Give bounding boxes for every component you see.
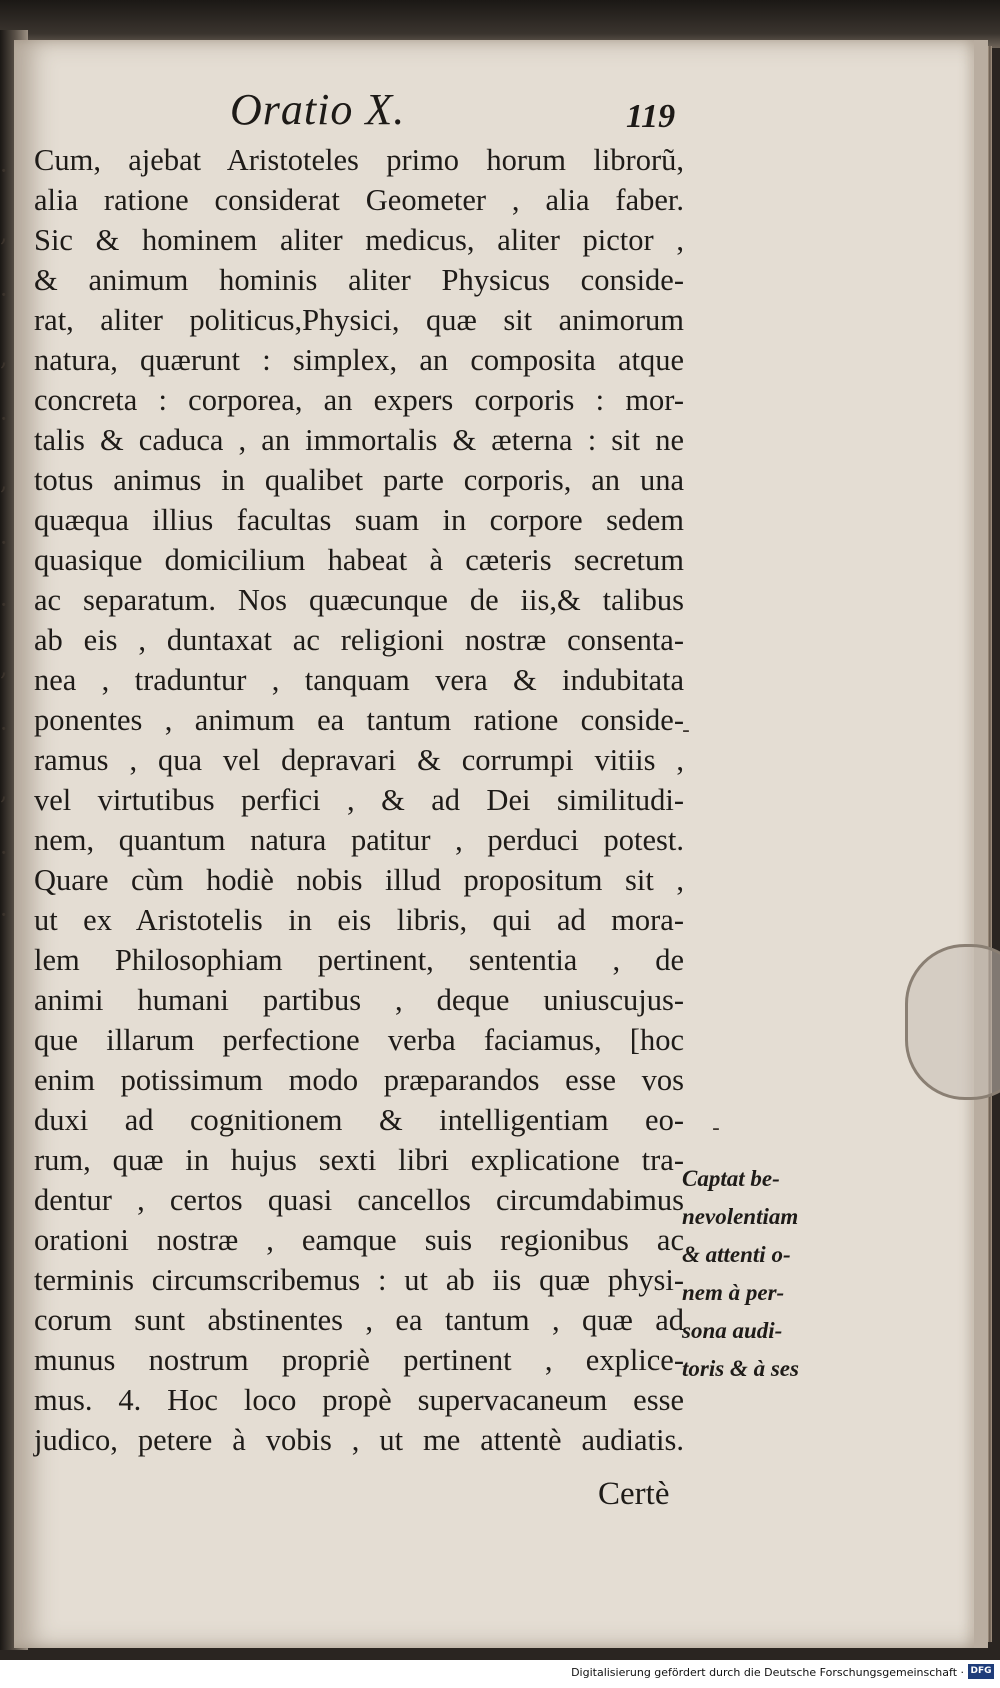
text-line: nem, quantum natura patitur , perduci potest. <box>34 823 684 857</box>
dfg-logo-icon: DFG <box>968 1664 994 1679</box>
text-line: dentur , certos quasi cancellos circumdabimus <box>34 1183 684 1217</box>
text-line: ab eis , duntaxat ac religioni nostræ consenta- <box>34 623 684 657</box>
page-clip <box>905 944 1000 1100</box>
text-line: ac separatum. Nos quæcunque de iis,& talibus <box>34 583 684 617</box>
text-line: quasique domicilium habeat à cæteris secretum <box>34 543 684 577</box>
text-line: concreta : corporea, an expers corporis : mor- <box>34 383 684 417</box>
text-line: judico, petere à vobis , ut me attentè audiatis. <box>34 1423 684 1457</box>
text-line: nea , traduntur , tanquam vera & indubitata <box>34 663 684 697</box>
margin-note-line: Captat be- <box>682 1166 780 1191</box>
catchword: Certè <box>598 1476 670 1512</box>
page-number: 119 <box>626 98 676 135</box>
text-line: orationi nostræ , eamque suis regionibus ac <box>34 1223 684 1257</box>
text-line: rum, quæ in hujus sexti libri explicatione tra- <box>34 1143 684 1177</box>
text-line: & animum hominis aliter Physicus conside- <box>34 263 684 297</box>
margin-note-line: nevolentiam <box>682 1204 799 1229</box>
digitization-footer <box>0 1660 1000 1688</box>
margin-note-line: sona audi- <box>682 1318 783 1343</box>
bleed-through-marks: · , · , · , · · , · , · · <box>0 157 8 929</box>
text-line: Sic & hominem aliter medicus, aliter pictor , <box>34 223 684 257</box>
text-line: ut ex Aristotelis in eis libris, qui ad mora- <box>34 903 684 937</box>
text-line: mus. 4. Hoc loco propè supervacaneum esse <box>34 1383 684 1417</box>
text-line: que illarum perfectione verba faciamus, [hoc <box>34 1023 684 1057</box>
margin-note-line: toris & à ses <box>682 1356 799 1381</box>
text-line: lem Philosophiam pertinent, sententia , de <box>34 943 684 977</box>
text-line: ponentes , animum ea tantum ratione conside- <box>34 703 684 737</box>
text-line: munus nostrum propriè pertinent , explice- <box>34 1343 684 1377</box>
text-line: quæqua illius facultas suam in corpore sedem <box>34 503 684 537</box>
margin-note <box>682 1160 799 1388</box>
body-text <box>34 140 684 1460</box>
text-line: terminis circumscribemus : ut ab iis quæ physi- <box>34 1263 684 1297</box>
text-line: corum sunt abstinentes , ea tantum , quæ ad <box>34 1303 684 1337</box>
text-line: rat, aliter politicus,Physici, quæ sit animorum <box>34 303 684 337</box>
text-line: ramus , qua vel depravari & corrumpi vitiis , <box>34 743 684 777</box>
text-line: vel virtutibus perfici , & ad Dei similitudi- <box>34 783 684 817</box>
funding-credit: Digitalisierung gefördert durch die Deutsche Forschungsgemeinschaft · <box>571 1666 964 1679</box>
margin-note-line: nem à per- <box>682 1280 785 1305</box>
text-line: talis & caduca , an immortalis & æterna : sit ne <box>34 423 684 457</box>
text-line: animi humani partibus , deque uniuscujus- <box>34 983 684 1017</box>
text-line: Quare cùm hodiè nobis illud propositum sit , <box>34 863 684 897</box>
margin-note-line: & attenti o- <box>682 1242 791 1267</box>
text-line: totus animus in qualibet parte corporis, an una <box>34 463 684 497</box>
text-line: Cum, ajebat Aristoteles primo horum librorũ, <box>34 143 684 177</box>
text-line: enim potissimum modo præparandos esse vos <box>34 1063 684 1097</box>
text-line: natura, quærunt : simplex, an composita atque <box>34 343 684 377</box>
text-line: duxi ad cognitionem & intelligentiam eo- <box>34 1103 684 1137</box>
margin-dash: - <box>712 1116 720 1141</box>
running-header: Oratio X. <box>230 85 406 134</box>
text-line: alia ratione considerat Geometer , alia faber. <box>34 183 684 217</box>
margin-dash: - <box>682 718 690 743</box>
